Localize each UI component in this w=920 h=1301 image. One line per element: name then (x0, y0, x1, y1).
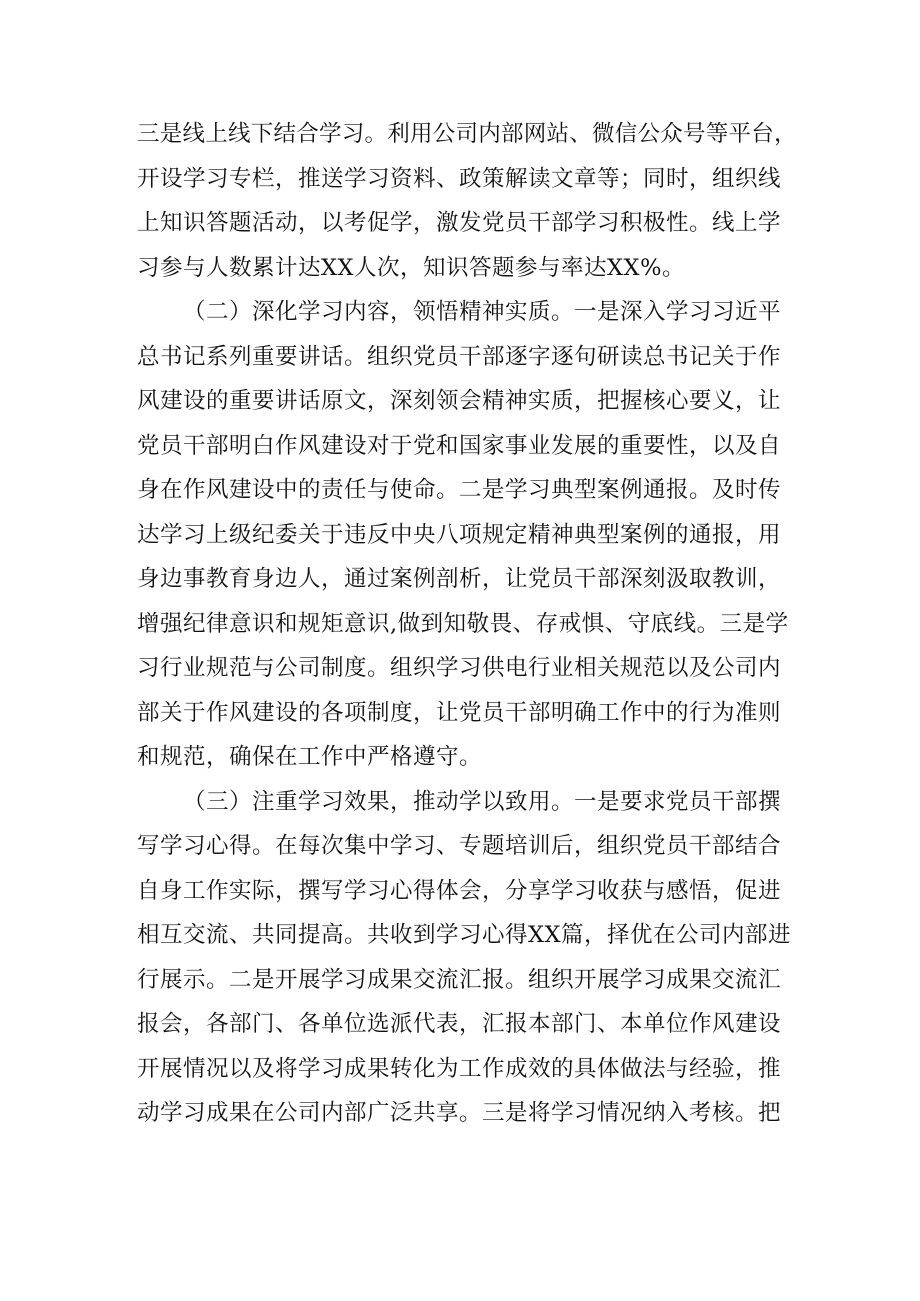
text-line: 身边事教育身边人，通过案例剖析，让党员干部深刻汲取教训， (137, 566, 782, 592)
text-line: 行展示。二是开展学习成果交流汇报。组织开展学习成果交流汇 (137, 966, 782, 993)
text-line: 增强纪律意识和规矩意识,做到知敬畏、存戒惧、守底线。三是学 (137, 610, 789, 637)
text-line: 达学习上级纪委关于违反中央八项规定精神典型案例的通报，用 (137, 521, 782, 548)
text-line: 报会，各部门、各单位选派代表，汇报本部门、本单位作风建设 (137, 1011, 782, 1037)
section-heading-line: （二）深化学习内容，领悟精神实质。一是深入学习习近平 (183, 299, 782, 325)
text-line: 部关于作风建设的各项制度，让党员干部明确工作中的行为准则 (137, 699, 782, 726)
text-line: 相互交流、共同提高。共收到学习心得XX篇，择优在公司内部进 (137, 922, 792, 948)
text-line: 习参与人数累计达XX人次，知识答题参与率达XX%。 (137, 254, 685, 281)
text-line: 开展情况以及将学习成果转化为工作成效的具体做法与经验，推 (137, 1055, 782, 1082)
text-line: 开设学习专栏，推送学习资料、政策解读文章等；同时，组织线 (137, 165, 782, 192)
text-line: 动学习成果在公司内部广泛共享。三是将学习情况纳入考核。把 (137, 1100, 782, 1126)
text-line: 三是线上线下结合学习。利用公司内部网站、微信公众号等平台， (137, 121, 797, 147)
text-line: 风建设的重要讲话原文，深刻领会精神实质，把握核心要义，让 (137, 388, 782, 414)
section-heading-line: （三）注重学习效果，推动学以致用。一是要求党员干部撰 (183, 788, 782, 815)
text-line: 自身工作实际，撰写学习心得体会，分享学习收获与感悟，促进 (137, 877, 782, 904)
text-line: 总书记系列重要讲话。组织党员干部逐字逐句研读总书记关于作 (137, 343, 782, 370)
text-line: 写学习心得。在每次集中学习、专题培训后，组织党员干部结合 (137, 833, 782, 859)
text-line: 党员干部明白作风建设对于党和国家事业发展的重要性，以及自 (137, 432, 782, 459)
document-body (137, 112, 797, 1136)
text-line: 身在作风建设中的责任与使命。二是学习典型案例通报。及时传 (137, 477, 782, 503)
text-line: 和规范，确保在工作中严格遵守。 (137, 744, 483, 770)
text-line: 上知识答题活动，以考促学，激发党员干部学习积极性。线上学 (137, 210, 782, 236)
text-line: 习行业规范与公司制度。组织学习供电行业相关规范以及公司内 (137, 655, 782, 681)
